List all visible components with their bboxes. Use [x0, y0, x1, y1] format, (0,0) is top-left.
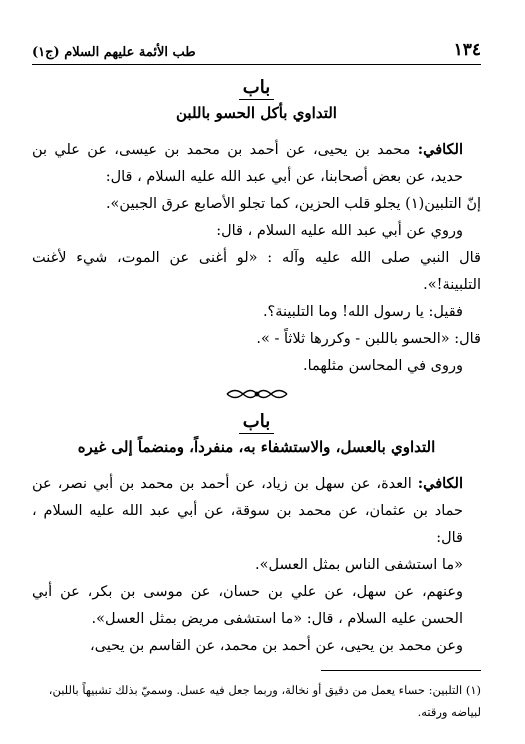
paragraph — [32, 470, 481, 552]
paragraph: قال: «الحسو باللبن - وكررها ثلاثاً - ». — [256, 331, 481, 347]
paragraph: قال النبي صلى الله عليه وآله : «لو أغنى عن الموت، شيء لأغنت التلبينة!». — [32, 250, 481, 293]
section-heading-1-text: باب — [239, 77, 274, 100]
section-heading-2 — [32, 411, 481, 432]
section-subtitle-2: التداوي بالعسل، والاستشفاء به، منفرداً، ومنضماً إلى غيره — [77, 438, 436, 456]
section-heading-2-text: باب — [239, 411, 274, 434]
section-subtitle-1: التداوي بأكل الحسو باللبن — [176, 104, 337, 122]
footnote-divider — [321, 670, 481, 671]
paragraph: فقيل: يا رسول الله! وما التلبينة؟. — [262, 304, 463, 320]
source-label: الكافي: — [417, 475, 463, 492]
page-header — [32, 40, 481, 65]
paragraph: وروى في المحاسن مثلهما. — [302, 358, 463, 374]
paragraph-text: محمد بن يحيى، عن أحمد بن محمد بن عيسى، عن علي بن حديد، عن بعض أصحابنا، عن أبي عبد الله عليه السلام ، قال: — [32, 142, 463, 185]
paragraph: وروي عن أبي عبد الله عليه السلام ، قال: — [216, 223, 463, 239]
paragraph: وعن محمد بن يحيى، عن أحمد بن محمد، عن القاسم بن يحيى، — [90, 638, 463, 654]
paragraph: «ما استشفى الناس بمثل العسل». — [255, 557, 463, 573]
page-number: ١٣٤ — [453, 40, 481, 60]
section-heading-1 — [32, 77, 481, 98]
running-title: طب الأئمة عليهم السلام (ج١) — [32, 45, 196, 60]
paragraph — [32, 136, 481, 191]
paragraph-text: العدة، عن سهل بن زياد، عن أحمد بن محمد بن أبي نصر، عن حماد بن عثمان، عن محمد بن سوقة، عن أبي عبد الله عليه السلام ، قال: — [32, 476, 463, 546]
source-label: الكافي: — [417, 141, 463, 158]
footnote: (١) التلبين: حساء يعمل من دقيق أو نخالة، وربما جعل فيه عسل. وسميّ بذلك تشبيهاً باللبن، لبياضه ورقته. — [48, 683, 481, 719]
paragraph: وعنهم، عن سهل، عن علي بن حسان، عن موسى بن بكر، عن أبي الحسن عليه السلام ، قال: «ما استشفى مريض بمثل العسل». — [32, 584, 463, 627]
ornament-divider — [32, 386, 481, 405]
paragraph: إنّ التلبين(١) يجلو قلب الحزين، كما تجلو الأصابع عرق الجبين». — [105, 196, 481, 212]
ornament-icon — [225, 387, 289, 401]
